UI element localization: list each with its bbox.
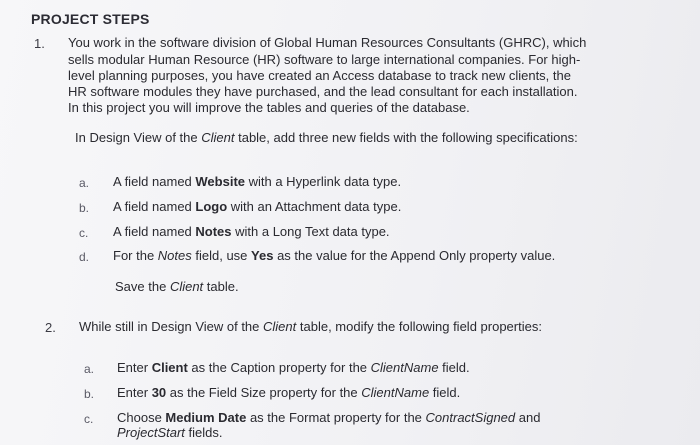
step-1-intro-line: level planning purposes, you have created an Access database to track new clients, the [68,68,571,83]
step-2-number: 2. [45,320,56,335]
step-1-instruction: In Design View of the Client table, add three new fields with the following specifications: [75,130,578,145]
step-1-intro-line: You work in the software division of Global Human Resources Consultants (GHRC), which [68,35,587,50]
page-title: PROJECT STEPS [31,11,150,27]
step-1-item-d: For the Notes field, use Yes as the value for the Append Only property value. [113,248,556,263]
step-1-number: 1. [34,36,45,51]
step-1-item-c: A field named Notes with a Long Text data type. [113,224,390,239]
item-letter: a. [79,176,90,190]
step-2-item-c-continued: ProjectStart fields. [117,425,223,440]
step-1-item-a: A field named Website with a Hyperlink data type. [113,174,402,189]
item-letter: a. [84,362,95,376]
save-instruction: Save the Client table. [115,279,239,294]
item-letter: d. [79,250,90,264]
step-2-item-c: Choose Medium Date as the Format property for the ContractSigned and [117,410,541,425]
step-1-intro-line: In this project you will improve the tables and queries of the database. [68,100,470,115]
item-letter: c. [79,226,89,240]
item-letter: b. [84,387,95,401]
step-1-intro-line: HR software modules they have purchased, and the lead consultant for each installation. [68,84,578,99]
item-letter: b. [79,201,90,215]
step-1-item-b: A field named Logo with an Attachment data type. [113,199,402,214]
step-1-intro-line: sells modular Human Resource (HR) software to large international companies. For high- [68,52,581,67]
step-2-item-a: Enter Client as the Caption property for the ClientName field. [117,360,470,375]
item-letter: c. [84,412,94,426]
step-2-item-b: Enter 30 as the Field Size property for the ClientName field. [117,385,461,400]
step-2-instruction: While still in Design View of the Client table, modify the following field properties: [79,319,542,334]
